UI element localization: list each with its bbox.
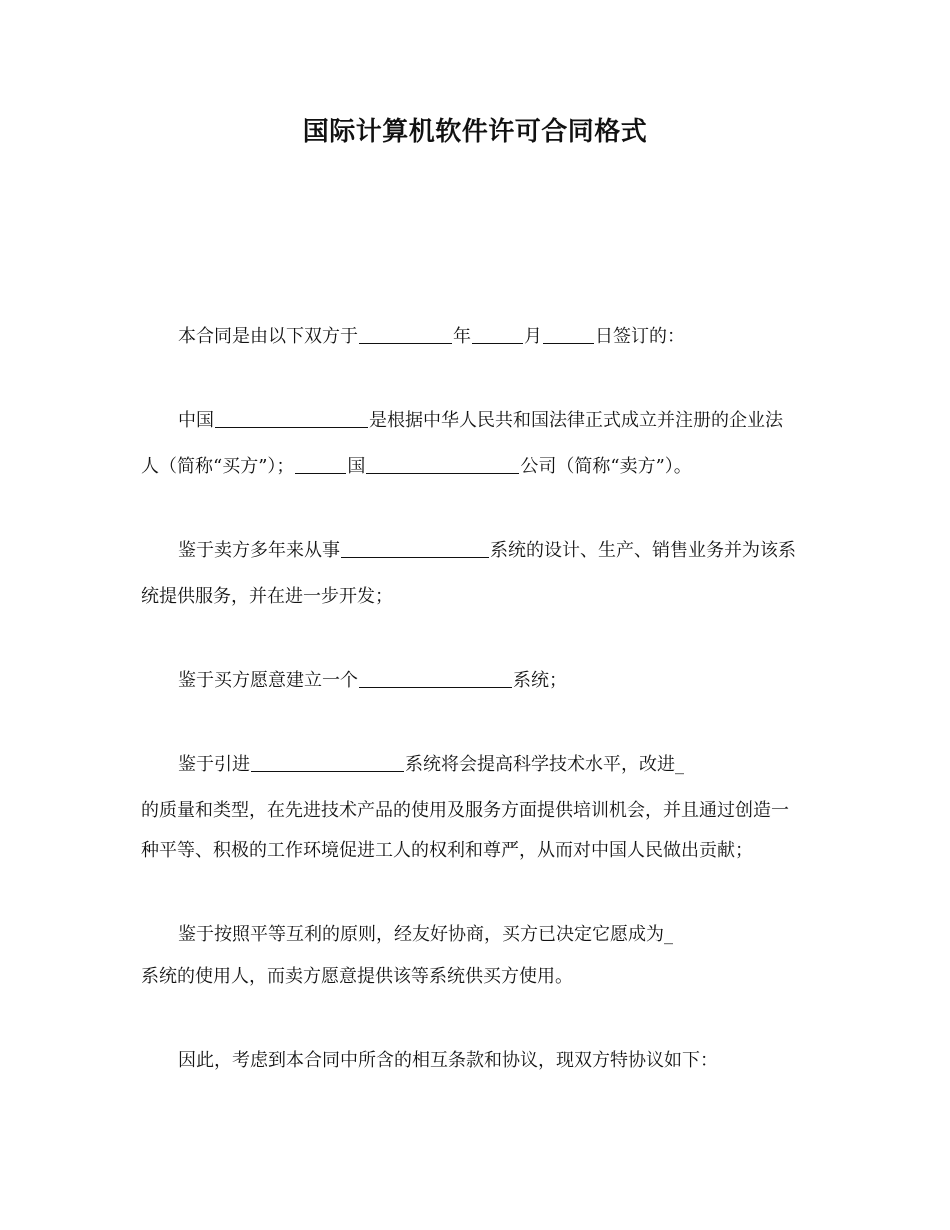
- recital-seller-line-2: [141, 583, 393, 611]
- recital-benefit-line-2: [141, 797, 789, 825]
- text-segment: 鉴于卖方多年来从事: [178, 540, 340, 561]
- recital-benefit-line-3: [141, 837, 753, 865]
- text-segment: 鉴于买方愿意建立一个: [178, 670, 358, 691]
- text-segment: 系统；: [513, 670, 567, 691]
- text-segment: 年: [453, 326, 471, 347]
- seller-country-blank: [295, 455, 346, 474]
- system-name-blank: [359, 669, 512, 688]
- agreement-intro-line: [178, 1047, 718, 1075]
- text-segment: 中国: [178, 410, 214, 431]
- recital-agreement-line-2: [141, 963, 573, 991]
- text-segment: 因此，考虑到本合同中所含的相互条款和协议，现双方特协议如下：: [178, 1050, 718, 1071]
- recital-agreement-line-1: [178, 921, 673, 949]
- text-segment: 的质量和类型，在先进技术产品的使用及服务方面提供培训机会，并且通过创造一: [141, 800, 789, 821]
- document-title: 国际计算机软件许可合同格式: [302, 117, 648, 147]
- text-segment: 鉴于按照平等互利的原则，经友好协商，买方已决定它愿成为_: [178, 924, 673, 945]
- text-segment: 系统将会提高科学技术水平，改进_: [405, 754, 684, 775]
- month-blank: [472, 325, 523, 344]
- year-blank: [359, 325, 452, 344]
- text-segment: 系统的使用人，而卖方愿意提供该等系统供买方使用。: [141, 966, 573, 987]
- seller-clause-line-2: [141, 453, 692, 481]
- text-segment: 月: [524, 326, 542, 347]
- text-segment: 本合同是由以下双方于: [178, 326, 358, 347]
- text-segment: 公司（简称“卖方”）。: [520, 456, 692, 477]
- system-name-blank: [341, 539, 489, 558]
- signing-date-line: [178, 323, 685, 351]
- text-segment: 日签订的：: [595, 326, 685, 347]
- text-segment: 统提供服务，并在进一步开发；: [141, 586, 393, 607]
- buyer-clause-line-1: [178, 407, 783, 435]
- buyer-name-blank: [215, 409, 368, 428]
- system-name-blank: [251, 753, 404, 772]
- text-segment: 系统的设计、生产、销售业务并为该系: [490, 540, 796, 561]
- text-segment: 是根据中华人民共和国法律正式成立并注册的企业法: [369, 410, 783, 431]
- text-segment: 鉴于引进: [178, 754, 250, 775]
- recital-buyer-line: [178, 667, 567, 695]
- text-segment: 人（简称“买方”）；: [141, 456, 295, 477]
- day-blank: [543, 325, 594, 344]
- text-segment: 种平等、积极的工作环境促进工人的权利和尊严，从而对中国人民做出贡献；: [141, 840, 753, 861]
- text-segment: 国: [347, 456, 366, 477]
- recital-seller-line-1: [178, 537, 796, 565]
- recital-benefit-line-1: [178, 751, 684, 779]
- seller-company-blank: [366, 455, 519, 474]
